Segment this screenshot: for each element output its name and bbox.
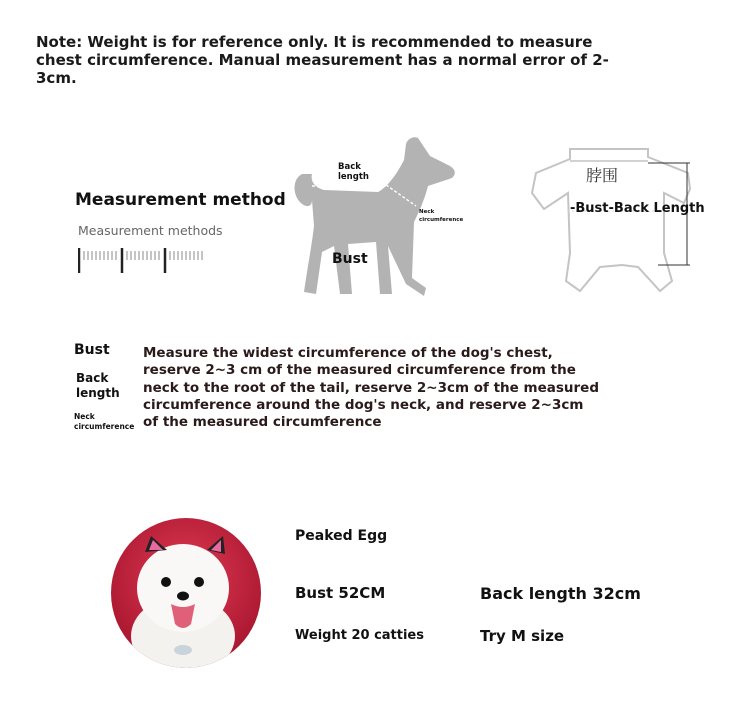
measurement-method-title: Measurement method [75, 190, 286, 210]
legend-neck-circumference: Neck circumference [74, 412, 135, 431]
example-bust: Bust 52CM [295, 584, 386, 602]
neck-label: Neck [419, 209, 435, 215]
example-dog-name: Peaked Egg [295, 528, 388, 544]
legend-back-length: Back length [76, 371, 120, 400]
bust-label: Bust [332, 251, 368, 267]
dog-measurement-diagram [288, 134, 468, 304]
garment-chinese-label: 脖围 [586, 166, 619, 185]
garment-diagram [528, 143, 728, 303]
example-weight: Weight 20 catties [295, 628, 424, 643]
dog-photo [111, 518, 261, 668]
back-length-label: Back [338, 162, 361, 172]
bust-back-length-label: -Bust-Back Length [570, 201, 705, 216]
ruler-icon [78, 246, 208, 274]
example-size: Try M size [480, 627, 565, 645]
measurement-method-subtitle: Measurement methods [78, 223, 223, 238]
measurement-description: Measure the widest circumference of the dog's chest, reserve 2~3 cm of the measured circumference from the neck to the root of the tail, reserve 2~3cm of the measured circumference around the dog's neck, and reserve 2~3cm of the measured circumference [143, 345, 599, 431]
legend-bust: Bust [74, 342, 110, 358]
back-length-label-2: length [338, 172, 369, 182]
reference-note: Note: Weight is for reference only. It is recommended to measure chest circumference. Manual measurement has a normal error of 2-3cm. [36, 33, 609, 87]
neck-label-2: circumference [419, 217, 464, 223]
example-back-length: Back length 32cm [480, 584, 641, 603]
